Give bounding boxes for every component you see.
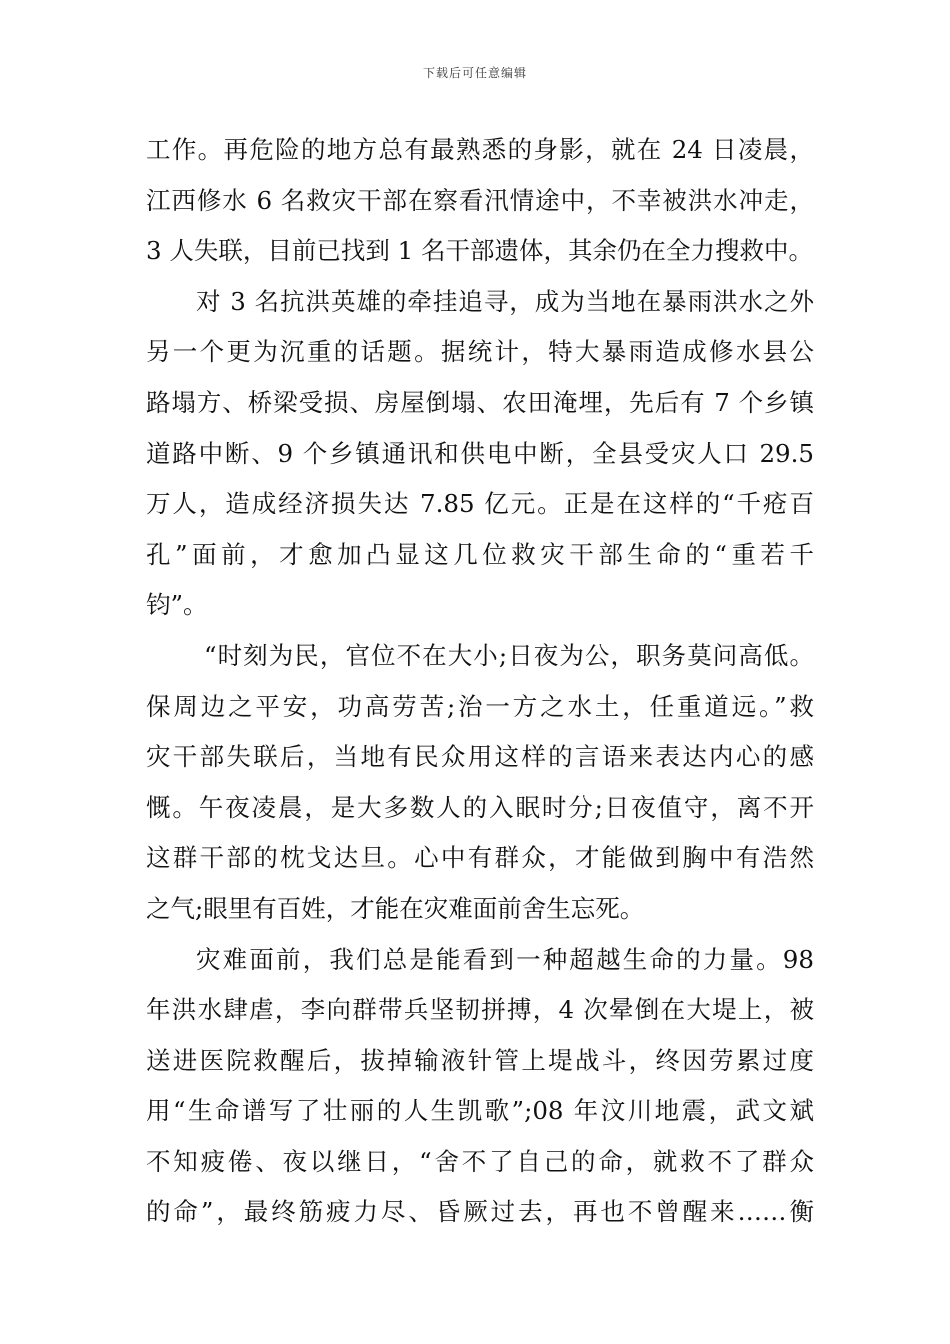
text-line: 道路中断、9 个乡镇通讯和供电中断，全县受灾人口 29.5 xyxy=(146,438,814,468)
text-line: 江西修水 6 名救灾干部在察看汛情途中，不幸被洪水冲走， xyxy=(146,185,814,215)
document-body xyxy=(146,125,814,1238)
text-line: 3 人失联，目前已找到 1 名干部遗体，其余仍在全力搜救中。 xyxy=(146,236,814,266)
text-line: 慨。午夜凌晨，是大多数人的入眠时分;日夜值守，离不开 xyxy=(146,792,814,822)
paragraph-first-line: 灾难面前，我们总是能看到一种超越生命的力量。98 xyxy=(196,944,814,974)
text-line: 的命”，最终筋疲力尽、昏厥过去，再也不曾醒来……衡 xyxy=(146,1197,814,1227)
text-line: 万人，造成经济损失达 7.85 亿元。正是在这样的“千疮百 xyxy=(146,489,814,519)
text-line: 灾干部失联后，当地有民众用这样的言语来表达内心的感 xyxy=(146,742,814,772)
text-line: 这群干部的枕戈达旦。心中有群众，才能做到胸中有浩然 xyxy=(146,843,814,873)
text-line: 另一个更为沉重的话题。据统计，特大暴雨造成修水县公 xyxy=(146,337,814,367)
text-line: 年洪水肆虐，李向群带兵坚韧拼搏，4 次晕倒在大堤上，被 xyxy=(146,995,814,1025)
paragraph-first-line: 对 3 名抗洪英雄的牵挂追寻，成为当地在暴雨洪水之外 xyxy=(196,286,814,316)
text-line: 保周边之平安，功高劳苦;治一方之水土，任重道远。”救 xyxy=(146,691,814,721)
text-line: 孔”面前，才愈加凸显这几位救灾干部生命的“重若千 xyxy=(146,539,814,569)
text-line: 之气;眼里有百姓，才能在灾难面前舍生忘死。 xyxy=(146,893,645,923)
page-header-note: 下载后可任意编辑 xyxy=(422,66,527,80)
paragraph-first-line: “时刻为民，官位不在大小;日夜为公，职务莫问高低。 xyxy=(204,640,814,670)
text-line: 送进医院救醒后，拔掉输液针管上堤战斗，终因劳累过度 xyxy=(146,1045,814,1075)
text-line: 工作。再危险的地方总有最熟悉的身影，就在 24 日凌晨， xyxy=(146,135,814,164)
text-line: 不知疲倦、夜以继日，“舍不了自己的命，就救不了群众 xyxy=(146,1146,814,1176)
text-line: 钧”。 xyxy=(146,590,208,620)
text-line: 用“生命谱写了壮丽的人生凯歌”;08 年汶川地震，武文斌 xyxy=(146,1096,814,1126)
text-line: 路塌方、桥梁受损、房屋倒塌、农田淹埋，先后有 7 个乡镇 xyxy=(146,387,814,417)
